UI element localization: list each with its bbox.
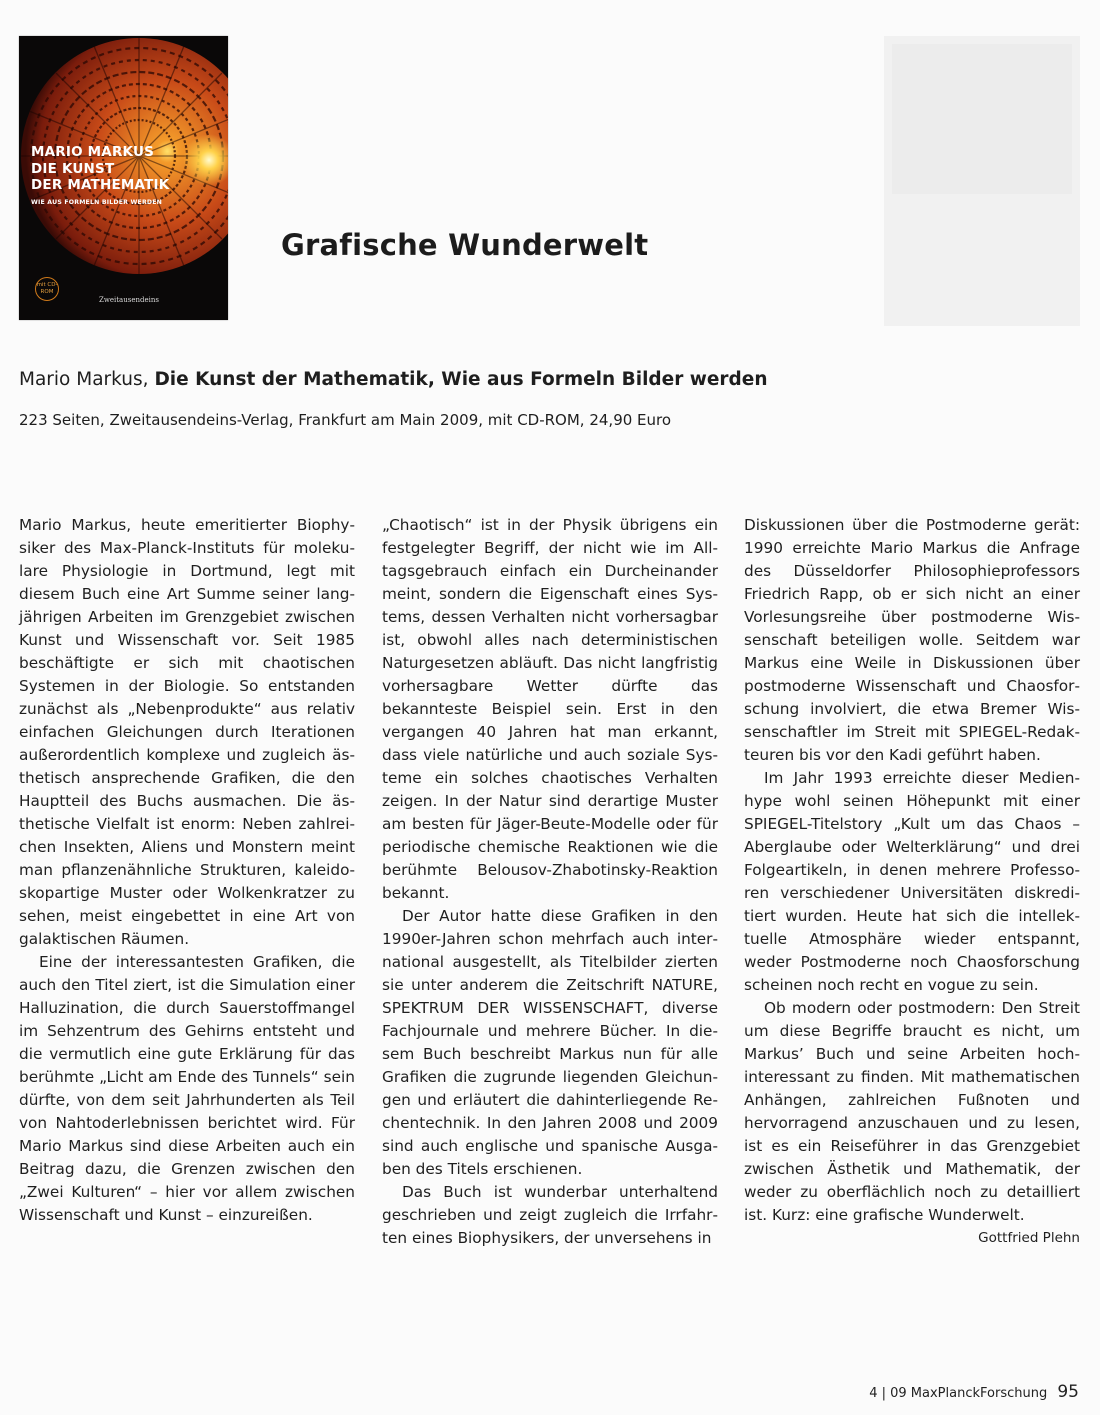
cd-rom-badge: mit CD-ROM xyxy=(35,277,59,301)
cover-title-line1: DIE KUNST xyxy=(31,161,115,177)
paragraph: Diskussionen über die Postmoderne gerät: 1990 erreichte Mario Markus die Anfrage des Düsseldorfer Philosophieprofessors Friedrich Rapp, ob er sich nicht an einer Vorlesungsreihe über postmoderne Wissenschaft beteiligen wolle. Seitdem war Markus eine Weile in Diskussionen über postmoderne Wissenschaft und Chaosforschung involviert, die etwa Bremer Wissenschaftler im Streit mit SPIEGEL-Redakteuren bis vor den Kadi geführt haben. xyxy=(744,516,1080,764)
paragraph: Im Jahr 1993 erreichte dieser Medienhype wohl seinen Höhepunkt mit einer SPIEGEL-Titelstory „Kult um das Chaos – Aberglaube oder Welterklärung“ und drei Folgeartikeln, in denen mehrere Professoren verschiedener Universitäten diskreditiert wurden. Heute hat sich die intellektuelle Atmosphäre wieder entspannt, weder Postmoderne noch Chaosforschung scheinen noch recht en vogue zu sein. xyxy=(744,769,1080,994)
article-headline: Grafische Wunderwelt xyxy=(281,228,649,262)
cover-publisher: Zweitausendeins xyxy=(99,296,159,304)
issue-label: 4 | 09 MaxPlanckForschung xyxy=(869,1386,1048,1401)
paragraph: Eine der interessantesten Grafiken, die auch den Titel ziert, ist die Simulation einer Halluzination, die durch Sauerstoffmangel im Sehzentrum des Gehirns entsteht und die vermutlich eine gute Erklärung für das berühmte „Licht am Ende des Tunnels“ sein dürfte, von dem seit Jahrhunderten als Teil von Nahtoderlebnissen berichtet wird. Für Mario Markus sind diese Arbeiten auch ein Beitrag dazu, die Grenzen zwischen den „Zwei Kulturen“ – hier vor allem zwischen Wissenschaft und Kunst – einzureißen. xyxy=(19,953,355,1224)
paragraph: „Chaotisch“ ist in der Physik übrigens ein festgelegter Begriff, der nicht wie im Alltagsgebrauch einfach ein Durcheinander meint, sondern die Eigenschaft eines Systems, dessen Verhalten nicht vorhersagbar ist, obwohl alles nach deterministischen Naturgesetzen abläuft. Das nicht langfristig vorhersagbare Wetter dürfte das bekannteste Beispiel sein. Erst in den vergangen 40 Jahren hat man erkannt, dass viele natürliche und auch soziale Systeme ein solches chaotisches Verhalten zeigen. In der Natur sind derartige Muster am besten für Jäger-Beute-Modelle oder für periodische chemische Reaktionen wie die berühmte Belousov-Zhabotinsky-Reaktion bekannt. xyxy=(382,516,718,902)
paragraph: Ob modern oder postmodern: Den Streit um diese Begriffe braucht es nicht, um Markus’ Buch und seine Arbeiten hochinteressant zu finden. Mit mathematischen Anhängen, zahlreichen Fußnoten und hervorragend anzuschauen und zu lesen, ist es ein Reiseführer in das Grenzgebiet zwischen Ästhetik und Mathematik, der weder zu oberflächlich noch zu detailliert ist. Kurz: eine grafische Wunderwelt. xyxy=(744,999,1080,1224)
book-cover xyxy=(19,36,228,320)
page-footer xyxy=(869,1382,1079,1402)
article-column-3 xyxy=(744,514,1080,1248)
cover-title-line2: DER MATHEMATIK xyxy=(31,177,170,193)
paragraph: Das Buch ist wunderbar unterhaltend geschrieben und zeigt zugleich die Irrfahrten eines Biophysikers, der unversehens in xyxy=(382,1183,718,1247)
author-signature: Gottfried Plehn xyxy=(978,1230,1080,1246)
cover-subtitle: WIE AUS FORMELN BILDER WERDEN xyxy=(31,199,163,206)
show-through-image xyxy=(884,36,1080,326)
book-author: Mario Markus, xyxy=(19,369,149,390)
article-column-2 xyxy=(382,514,718,1250)
book-details: 223 Seiten, Zweitausendeins-Verlag, Frankfurt am Main 2009, mit CD-ROM, 24,90 Euro xyxy=(19,411,672,429)
page-number: 95 xyxy=(1057,1382,1079,1402)
paragraph: Mario Markus, heute emeritierter Biophysiker des Max-Planck-Instituts für molekulare Physiologie in Dortmund, legt mit diesem Buch eine Art Summe seiner langjährigen Arbeiten im Grenzgebiet zwischen Kunst und Wissenschaft vor. Seit 1985 beschäftigte er sich mit chaotischen Systemen in der Biologie. So entstanden zunächst als „Nebenprodukte“ aus relativ einfachen Gleichungen durch Iterationen außerordentlich komplexe und zugleich ästhetisch ansprechende Grafiken, die den Hauptteil des Buchs ausmachen. Die ästhetische Vielfalt ist enorm: Neben zahlreichen Insekten, Aliens und Monstern meint man pflanzenähnliche Strukturen, kaleidoskopartige Muster oder Wolkenkratzer zu sehen, meist eingebettet in eine Art von galaktischen Räumen. xyxy=(19,516,355,948)
article-column-1 xyxy=(19,514,355,1227)
cover-author: MARIO MARKUS xyxy=(31,144,155,160)
paragraph: Der Autor hatte diese Grafiken in den 1990er-Jahren schon mehrfach auch international ausgestellt, als Titelbilder zierten sie unter anderem die Zeitschrift NATURE, SPEKTRUM DER WISSENSCHAFT, diverse Fachjournale und mehrere Bücher. In diesem Buch beschreibt Markus nun für alle Grafiken die zugrunde liegenden Gleichungen und erläutert die dahinterliegende Rechentechnik. In den Jahren 2008 und 2009 sind auch englische und spanische Ausgaben des Titels erschienen. xyxy=(382,907,718,1178)
book-title: Die Kunst der Mathematik, Wie aus Formeln Bilder werden xyxy=(154,369,768,390)
book-reference xyxy=(19,369,768,390)
